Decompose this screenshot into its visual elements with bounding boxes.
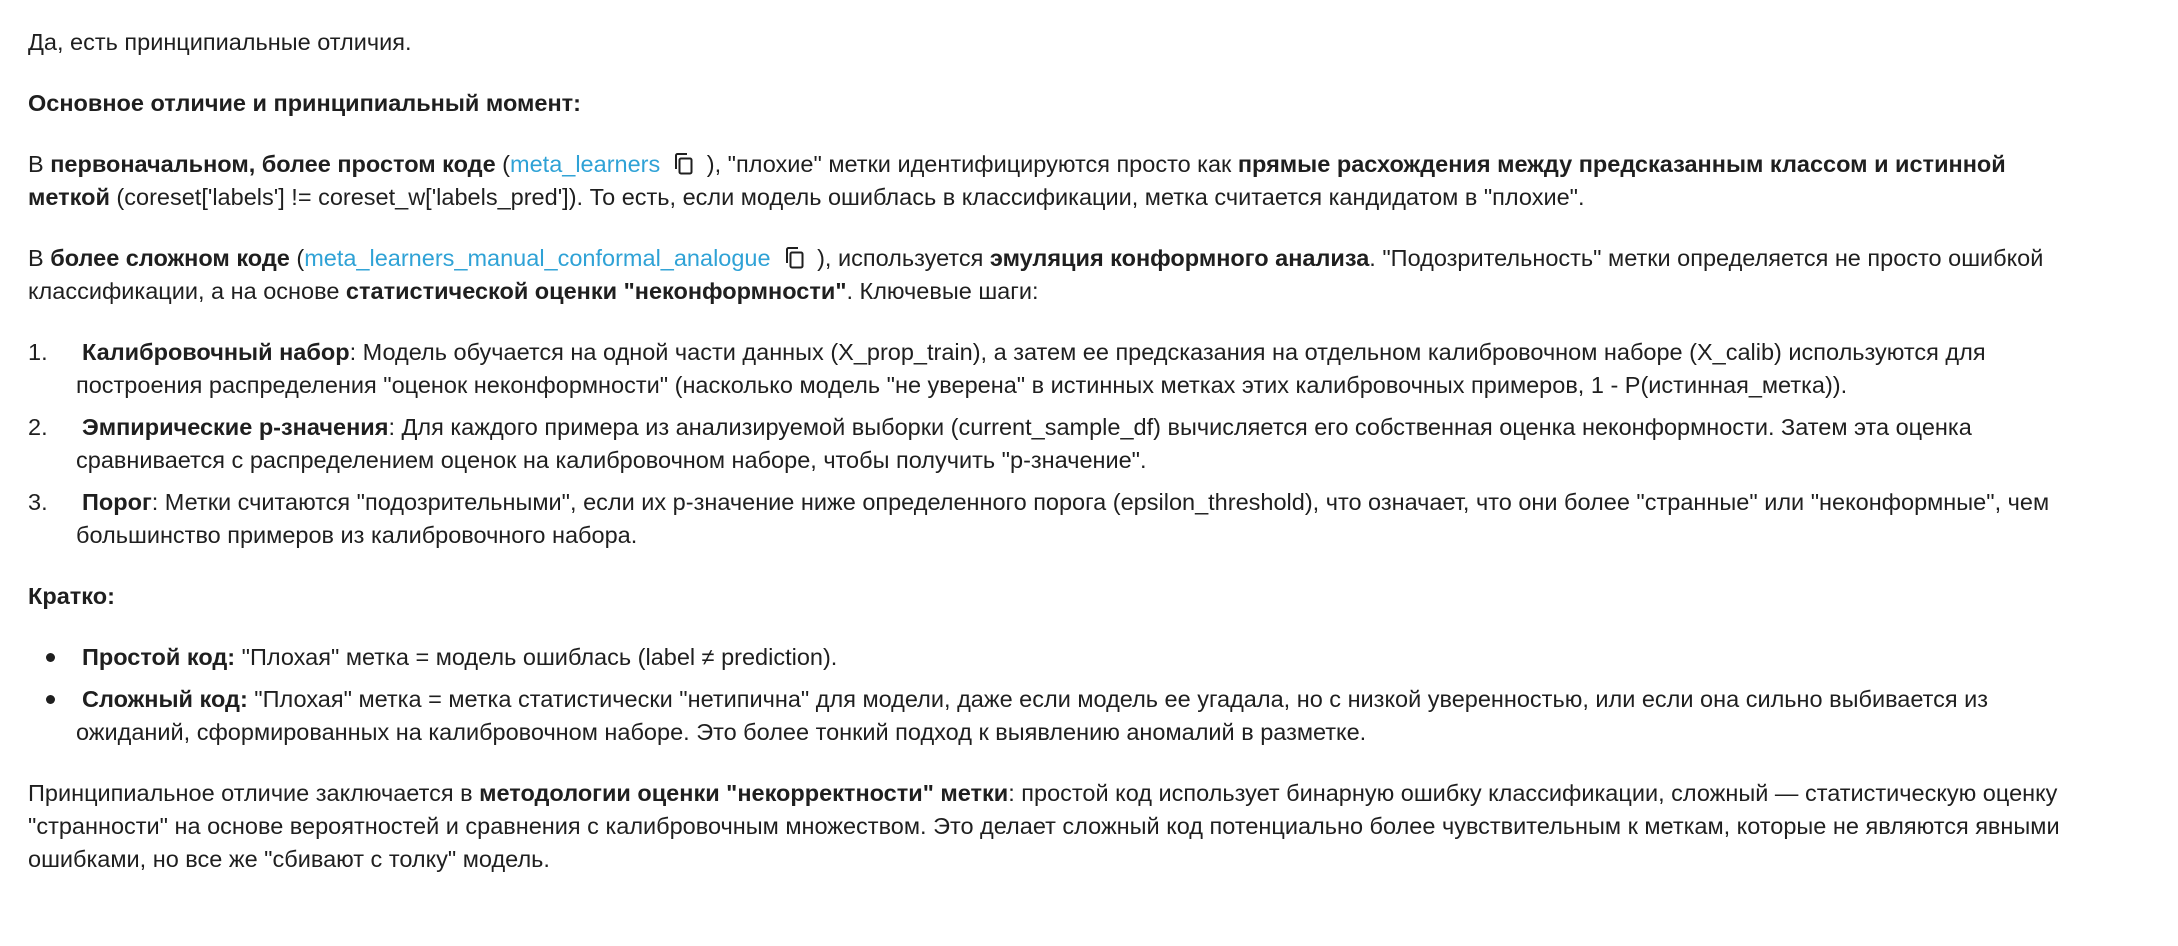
- copy-icon[interactable]: [672, 151, 696, 177]
- list-item: [28, 486, 2094, 552]
- meta-learners-conformal-link[interactable]: meta_learners_manual_conformal_analogue: [304, 245, 771, 271]
- summary-heading: [28, 580, 2094, 613]
- p2-text-4: . "Подозрительность" метки определяется не просто ошибкой классификации, а на основе: [28, 245, 2044, 304]
- conclusion-text-2: : простой код использует бинарную ошибку классификации, сложный — статистическую оценку "странности" на основе вероятностей и сравнения с калибровочным множеством. Это делает сложный код потенциально более чувствительным к меткам, которые не являются явными ошибками, но все же "сбивают с толку" модель.: [28, 780, 2060, 872]
- paragraph-complex-code: [28, 242, 2094, 308]
- copy-icon[interactable]: [783, 245, 807, 271]
- list-number: 1.: [28, 339, 48, 365]
- p1-text-1: В: [28, 151, 51, 177]
- p2-text-2: (: [289, 245, 305, 271]
- list-item: [28, 336, 2094, 402]
- bullet-text: "Плохая" метка = модель ошиблась (label ≠ prediction).: [235, 644, 838, 670]
- intro-text: Да, есть принципиальные отличия.: [28, 29, 412, 55]
- step-title: Калибровочный набор: [82, 339, 350, 365]
- conclusion-text-1: Принципиальное отличие заключается в: [28, 780, 480, 806]
- p1-bold-1: первоначальном, более простом коде: [50, 151, 496, 177]
- list-item: [28, 641, 2094, 674]
- heading-bold: Основное отличие и принципиальный момент:: [28, 90, 582, 116]
- bullet-text: "Плохая" метка = метка статистически "нетипична" для модели, даже если модель ее угадала, но с низкой уверенностью, или если она сильно выбивается из ожиданий, сформированных на калибровочном наборе. Это более тонкий подход к выявлению аномалий в разметке.: [76, 686, 1989, 745]
- p2-text-1: В: [28, 245, 51, 271]
- p1-text-2: (: [495, 151, 511, 177]
- conclusion-paragraph: [28, 777, 2094, 876]
- steps-list: [28, 336, 2094, 552]
- p1-text-3: ), "плохие" метки идентифицируются просто как: [700, 151, 1238, 177]
- paragraph-simple-code: [28, 148, 2094, 214]
- summary-list: [28, 641, 2094, 749]
- step-text: : Модель обучается на одной части данных (X_prop_train), а затем ее предсказания на отдельном калибровочном наборе (X_calib) используются для построения распределения "оценок неконформности" (насколько модель "не уверена" в истинных метках этих калибровочных примеров, 1 - P(истинная_метка)).: [76, 339, 1986, 398]
- list-item: [28, 683, 2094, 749]
- bullet-title: Сложный код:: [82, 686, 248, 712]
- bullet-icon: [46, 695, 55, 704]
- p2-text-3: ), используется: [810, 245, 990, 271]
- list-item: [28, 411, 2094, 477]
- step-text: : Для каждого примера из анализируемой выборки (current_sample_df) вычисляется его собственная оценка неконформности. Затем эта оценка сравнивается с распределением оценок на калибровочном наборе, чтобы получить "p-значение".: [76, 414, 1972, 473]
- bullet-icon: [46, 653, 55, 662]
- list-number: 2.: [28, 414, 48, 440]
- step-text: : Метки считаются "подозрительными", если их p-значение ниже определенного порога (epsilon_threshold), что означает, что они более "странные" или "неконформные", чем большинство примеров из калибровочного набора.: [76, 489, 2050, 548]
- list-number: 3.: [28, 489, 48, 515]
- bullet-title: Простой код:: [82, 644, 236, 670]
- step-title: Порог: [82, 489, 152, 515]
- section-heading: [28, 87, 2094, 120]
- p1-text-4: (coreset['labels'] != coreset_w['labels_pred']). То есть, если модель ошиблась в классификации, метка считается кандидатом в "плохие".: [109, 184, 1585, 210]
- p2-bold-3: статистической оценки "неконформности": [345, 278, 847, 304]
- conclusion-bold: методологии оценки "некорректности" метки: [479, 780, 1009, 806]
- p2-text-5: . Ключевые шаги:: [846, 278, 1039, 304]
- p1-bold-2: прямые расхождения между предсказанным классом и истинной меткой: [28, 151, 2006, 210]
- p2-bold-2: эмуляция конформного анализа: [989, 245, 1370, 271]
- step-title: Эмпирические p-значения: [82, 414, 389, 440]
- p2-bold-1: более сложном коде: [50, 245, 290, 271]
- meta-learners-link[interactable]: meta_learners: [510, 151, 661, 177]
- summary-heading-bold: Кратко:: [28, 583, 115, 609]
